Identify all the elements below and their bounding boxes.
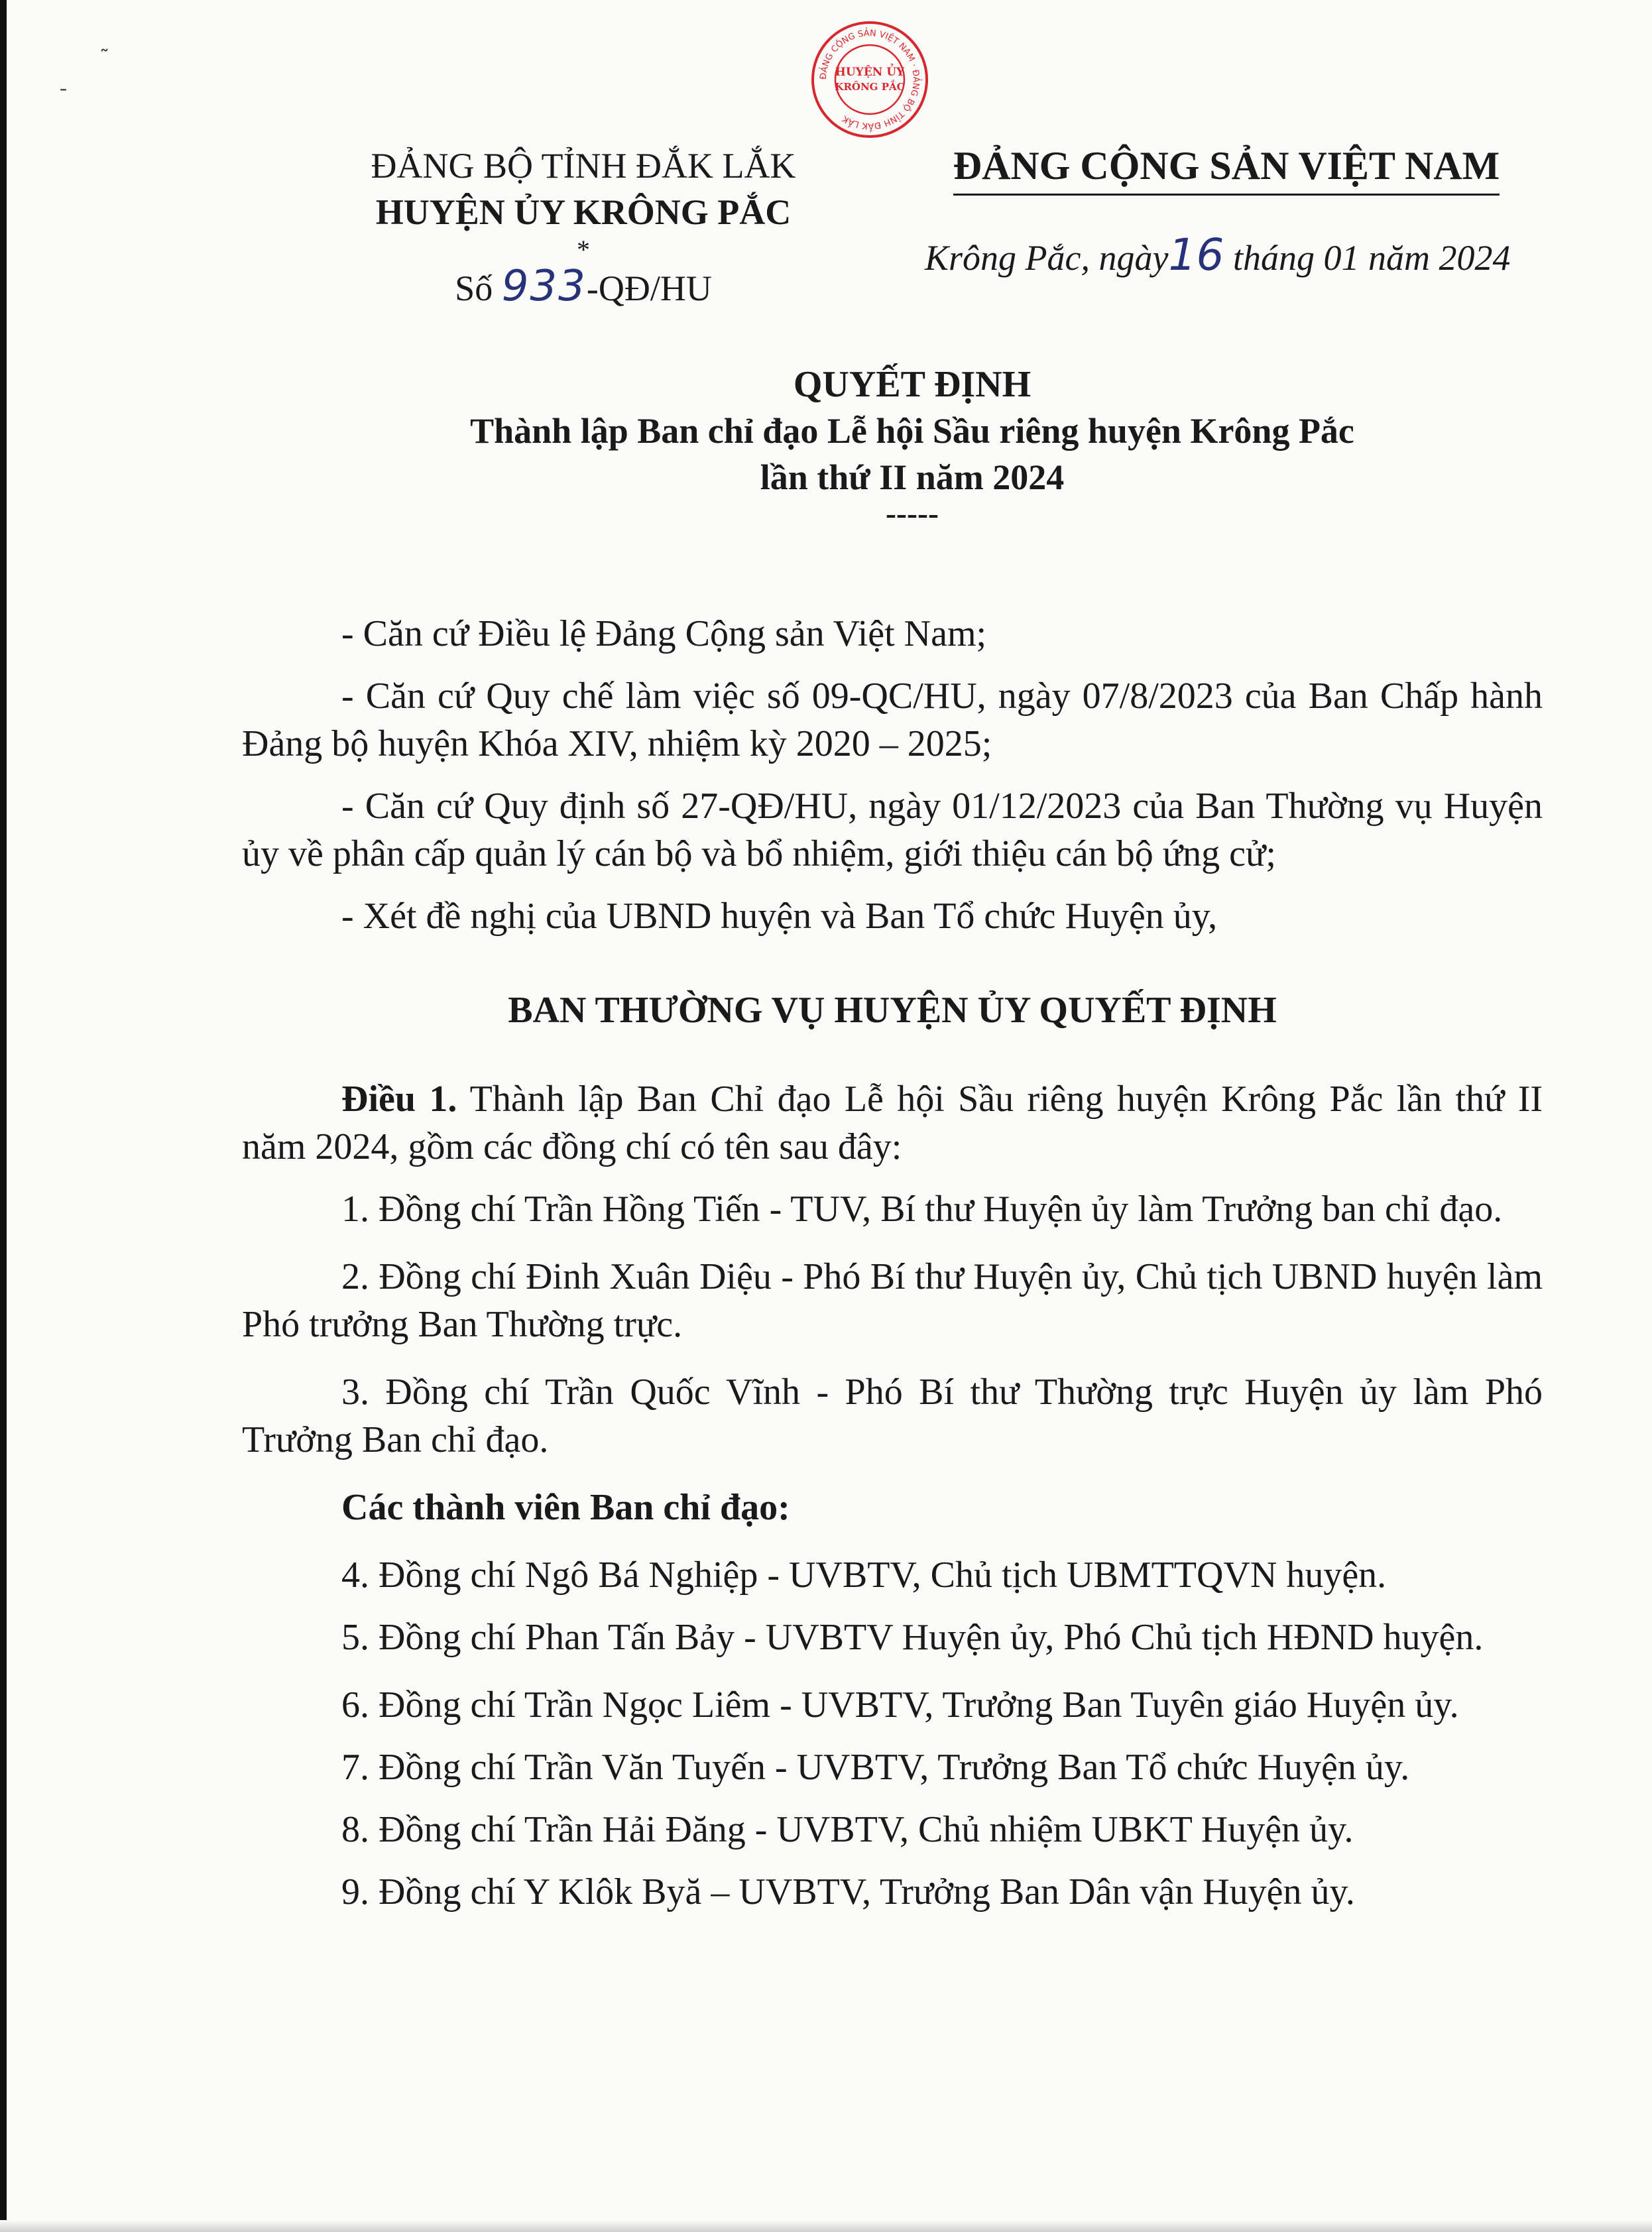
member-item: 7. Đồng chí Trần Văn Tuyến - UVBTV, Trưởng Ban Tổ chức Huyện ủy.: [341, 1747, 1410, 1788]
preamble-item: - Xét đề nghị của UBND huyện và Ban Tổ chức Huyện ủy,: [341, 896, 1218, 937]
number-suffix: -QĐ/HU: [586, 268, 712, 308]
leader-item: 3. Đồng chí Trần Quốc Vĩnh - Phó Bí thư Thường trực Huyện ủy làm Phó Trưởng Ban chỉ đạo.: [242, 1372, 1543, 1460]
scan-speck: ˜: [99, 46, 109, 70]
document-subject-line1: Thành lập Ban chỉ đạo Lễ hội Sầu riêng huyện Krông Pắc: [470, 411, 1354, 451]
decision-heading: BAN THƯỜNG VỤ HUYỆN ỦY QUYẾT ĐỊNH: [508, 990, 1277, 1031]
handwritten-number: 933: [501, 262, 587, 311]
seal-center-line2: KRÔNG PẮC: [835, 81, 905, 93]
preamble-item: - Căn cứ Quy chế làm việc số 09-QC/HU, ngày 07/8/2023 của Ban Chấp hành Đảng bộ huyện Khóa XIV, nhiệm kỳ 2020 – 2025;: [242, 675, 1543, 764]
number-prefix: Số: [455, 268, 502, 308]
date-suffix: tháng 01 năm 2024: [1224, 238, 1511, 278]
preamble-item: - Căn cứ Quy định số 27-QĐ/HU, ngày 01/12/2023 của Ban Thường vụ Huyện ủy về phân cấp quản lý cán bộ và bổ nhiệm, giới thiệu cán bộ ứng cử;: [242, 786, 1543, 874]
document-type-title: QUYẾT ĐỊNH: [793, 364, 1032, 405]
article-1: [242, 1075, 1543, 1171]
scan-bottom-edge: [0, 2220, 1652, 2232]
member-item: 5. Đồng chí Phan Tấn Bảy - UVBTV Huyện ủy, Phó Chủ tịch HĐND huyện.: [341, 1617, 1484, 1658]
seal-center-line1: HUYỆN ỦY: [835, 66, 905, 79]
title-separator: -----: [886, 496, 939, 531]
member-item: 4. Đồng chí Ngô Bá Nghiệp - UVBTV, Chủ tịch UBMTTQVN huyện.: [341, 1555, 1387, 1596]
article-1-text: Thành lập Ban Chỉ đạo Lễ hội Sầu riêng huyện Krông Pắc lần thứ II năm 2024, gồm các đồng chí có tên sau đây:: [242, 1079, 1543, 1167]
document-body: [242, 610, 1543, 1916]
scan-speck: ˉ: [58, 86, 68, 109]
article-1-label: Điều 1.: [341, 1079, 457, 1120]
document-number: [252, 263, 915, 312]
member-item: 6. Đồng chí Trần Ngọc Liêm - UVBTV, Trưởng Ban Tuyên giáo Huyện ủy.: [341, 1684, 1459, 1726]
issuing-authority-block: [252, 143, 915, 312]
leader-item: 1. Đồng chí Trần Hồng Tiến - TUV, Bí thư Huyện ủy làm Trưởng ban chỉ đạo.: [341, 1189, 1503, 1230]
leader-item: 2. Đồng chí Đinh Xuân Diệu - Phó Bí thư Huyện ủy, Chủ tịch UBND huyện làm Phó trưởng Ban Thường trực.: [242, 1256, 1543, 1345]
place-and-date: [925, 229, 1568, 281]
members-heading: [242, 1484, 1543, 1531]
member-item: 8. Đồng chí Trần Hải Đăng - UVBTV, Chủ nhiệm UBKT Huyện ủy.: [341, 1809, 1354, 1850]
star-mark: *: [577, 235, 590, 264]
preamble-item: - Căn cứ Điều lệ Đảng Cộng sản Việt Nam;: [341, 613, 987, 654]
party-national-title: ĐẢNG CỘNG SẢN VIỆT NAM: [953, 139, 1500, 196]
scan-left-edge: [0, 0, 7, 2232]
handwritten-day: 16: [1168, 229, 1224, 280]
decision-title-block: [252, 361, 1572, 531]
district-committee-name: HUYỆN ỦY KRÔNG PẮC: [375, 192, 792, 232]
svg-text:ĐẢNG CỘNG SẢN VIỆT NAM · ĐẢNG: [818, 27, 922, 132]
national-title-block: [915, 139, 1538, 196]
provincial-party-name: ĐẢNG BỘ TỈNH ĐẮK LẮK: [371, 146, 796, 186]
seal-ring-text: ĐẢNG CỘNG SẢN VIỆT NAM · ĐẢNG BỘ TỈNH ĐẮK LẮK: [818, 28, 921, 131]
members-heading-text: Các thành viên Ban chỉ đạo:: [341, 1487, 790, 1528]
member-item: 9. Đồng chí Y Klôk Byă – UVBTV, Trưởng Ban Dân vận Huyện ủy.: [341, 1871, 1355, 1912]
document-subject-line2: lần thứ II năm 2024: [760, 457, 1065, 497]
date-prefix: Krông Pắc, ngày: [925, 238, 1169, 278]
party-seal-stamp: [810, 20, 929, 139]
